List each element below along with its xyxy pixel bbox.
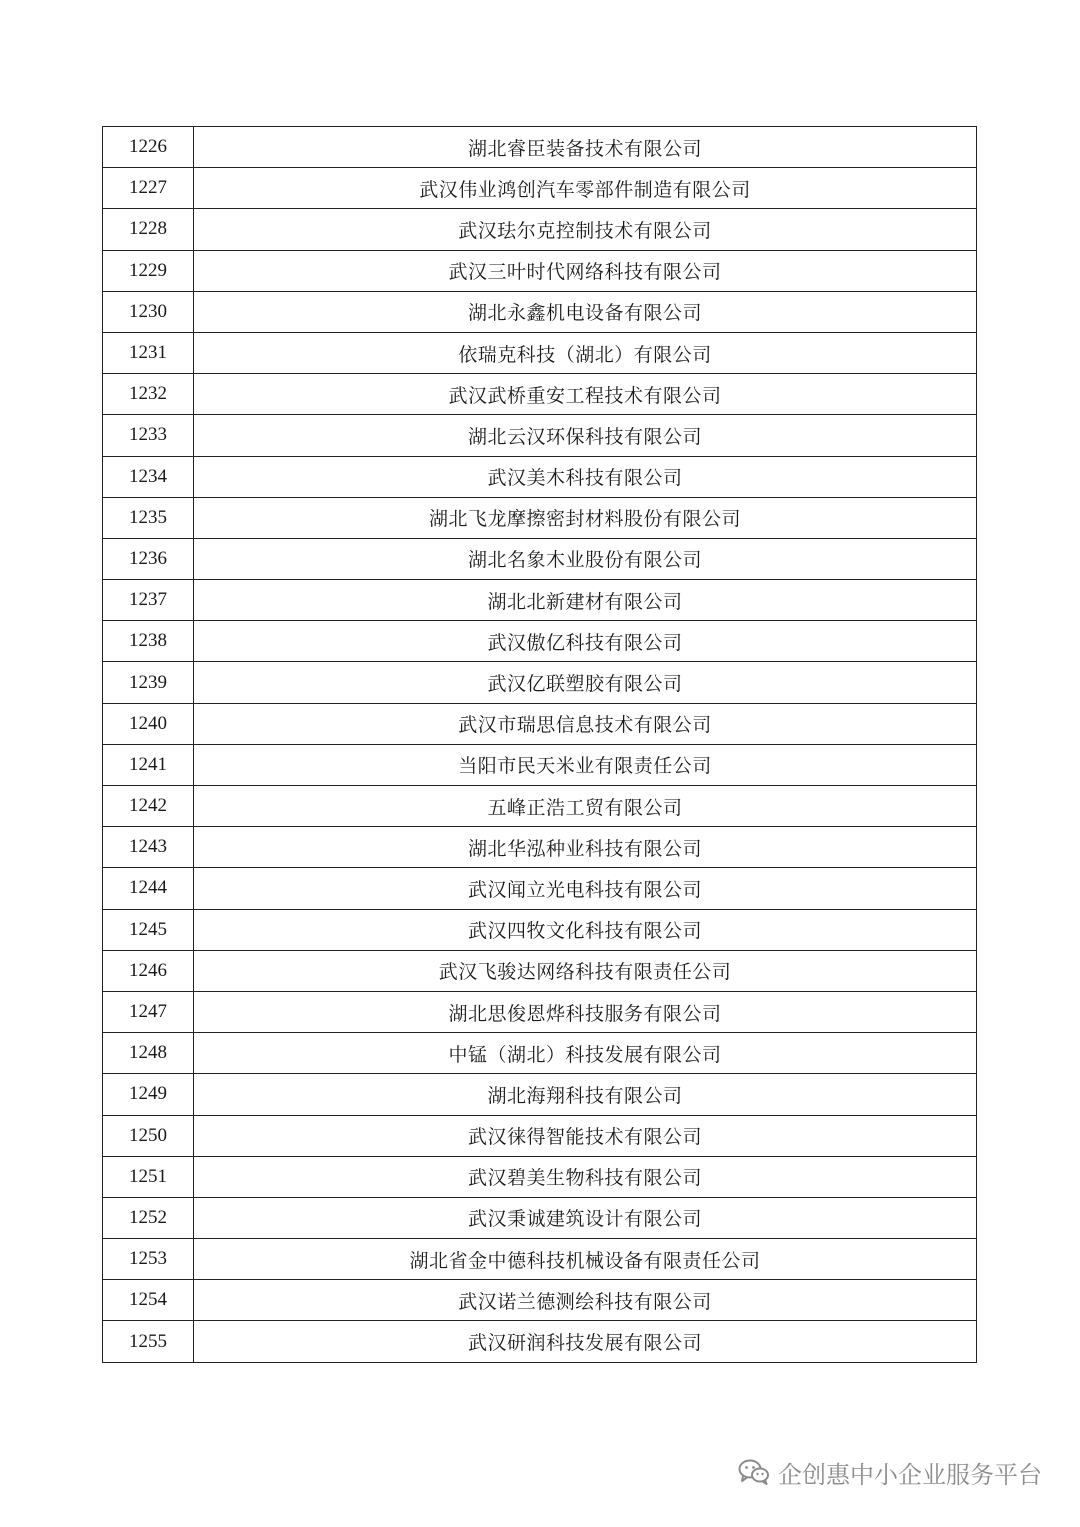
table-row — [103, 1156, 977, 1197]
table-row — [103, 621, 977, 662]
row-number: 1247 — [103, 991, 194, 1032]
company-name: 武汉飞骏达网络科技有限责任公司 — [194, 950, 977, 991]
row-number: 1228 — [103, 209, 194, 250]
company-name: 湖北北新建材有限公司 — [194, 580, 977, 621]
company-name: 武汉研润科技发展有限公司 — [194, 1321, 977, 1362]
table-row — [103, 209, 977, 250]
table-row — [103, 1074, 977, 1115]
table-row — [103, 291, 977, 332]
company-name: 武汉武桥重安工程技术有限公司 — [194, 374, 977, 415]
company-name: 武汉闻立光电科技有限公司 — [194, 868, 977, 909]
table-row — [103, 991, 977, 1032]
table-row — [103, 744, 977, 785]
row-number: 1251 — [103, 1156, 194, 1197]
company-name: 武汉美木科技有限公司 — [194, 456, 977, 497]
row-number: 1237 — [103, 580, 194, 621]
row-number: 1249 — [103, 1074, 194, 1115]
table-row — [103, 168, 977, 209]
row-number: 1235 — [103, 497, 194, 538]
row-number: 1231 — [103, 332, 194, 373]
company-name: 湖北省金中德科技机械设备有限责任公司 — [194, 1239, 977, 1280]
row-number: 1240 — [103, 703, 194, 744]
table-row — [103, 868, 977, 909]
row-number: 1234 — [103, 456, 194, 497]
company-name: 湖北海翔科技有限公司 — [194, 1074, 977, 1115]
row-number: 1238 — [103, 621, 194, 662]
table-row — [103, 703, 977, 744]
company-name: 武汉傲亿科技有限公司 — [194, 621, 977, 662]
company-name: 中锰（湖北）科技发展有限公司 — [194, 1033, 977, 1074]
company-name: 武汉市瑞思信息技术有限公司 — [194, 703, 977, 744]
table-row — [103, 456, 977, 497]
table-row — [103, 538, 977, 579]
company-name: 湖北华泓种业科技有限公司 — [194, 827, 977, 868]
row-number: 1233 — [103, 415, 194, 456]
row-number: 1242 — [103, 786, 194, 827]
row-number: 1250 — [103, 1115, 194, 1156]
row-number: 1255 — [103, 1321, 194, 1362]
company-name: 湖北永鑫机电设备有限公司 — [194, 291, 977, 332]
table-row — [103, 1239, 977, 1280]
table-row — [103, 497, 977, 538]
company-name: 武汉伟业鸿创汽车零部件制造有限公司 — [194, 168, 977, 209]
watermark-text: 企创惠中小企业服务平台 — [778, 1460, 1042, 1489]
company-name: 湖北云汉环保科技有限公司 — [194, 415, 977, 456]
row-number: 1243 — [103, 827, 194, 868]
row-number: 1246 — [103, 950, 194, 991]
company-list-table — [102, 126, 977, 1363]
table-row — [103, 786, 977, 827]
company-name: 武汉徕得智能技术有限公司 — [194, 1115, 977, 1156]
table-row — [103, 1197, 977, 1238]
company-name: 武汉亿联塑胶有限公司 — [194, 662, 977, 703]
table-row — [103, 909, 977, 950]
table-row — [103, 662, 977, 703]
company-name: 当阳市民天米业有限责任公司 — [194, 744, 977, 785]
table-row — [103, 374, 977, 415]
row-number: 1239 — [103, 662, 194, 703]
company-name: 五峰正浩工贸有限公司 — [194, 786, 977, 827]
row-number: 1226 — [103, 127, 194, 168]
table-row — [103, 415, 977, 456]
table-row — [103, 127, 977, 168]
company-name: 武汉三叶时代网络科技有限公司 — [194, 250, 977, 291]
table-row — [103, 1115, 977, 1156]
row-number: 1230 — [103, 291, 194, 332]
company-name: 武汉碧美生物科技有限公司 — [194, 1156, 977, 1197]
table-row — [103, 250, 977, 291]
table-row — [103, 332, 977, 373]
company-name: 武汉秉诚建筑设计有限公司 — [194, 1197, 977, 1238]
table-row — [103, 950, 977, 991]
row-number: 1236 — [103, 538, 194, 579]
row-number: 1252 — [103, 1197, 194, 1238]
company-name: 依瑞克科技（湖北）有限公司 — [194, 332, 977, 373]
row-number: 1248 — [103, 1033, 194, 1074]
table-row — [103, 1280, 977, 1321]
watermark — [738, 1452, 1042, 1492]
row-number: 1253 — [103, 1239, 194, 1280]
table-row — [103, 580, 977, 621]
row-number: 1245 — [103, 909, 194, 950]
table-row — [103, 1033, 977, 1074]
row-number: 1244 — [103, 868, 194, 909]
table-row — [103, 827, 977, 868]
company-name: 湖北睿臣装备技术有限公司 — [194, 127, 977, 168]
table-row — [103, 1321, 977, 1362]
row-number: 1232 — [103, 374, 194, 415]
company-name: 武汉诺兰德测绘科技有限公司 — [194, 1280, 977, 1321]
company-name: 武汉四牧文化科技有限公司 — [194, 909, 977, 950]
row-number: 1227 — [103, 168, 194, 209]
row-number: 1229 — [103, 250, 194, 291]
company-name: 湖北飞龙摩擦密封材料股份有限公司 — [194, 497, 977, 538]
row-number: 1241 — [103, 744, 194, 785]
company-name: 湖北名象木业股份有限公司 — [194, 538, 977, 579]
table-body — [103, 127, 977, 1363]
row-number: 1254 — [103, 1280, 194, 1321]
company-name: 武汉珐尔克控制技术有限公司 — [194, 209, 977, 250]
wechat-icon — [738, 1458, 770, 1486]
company-name: 湖北思俊恩烨科技服务有限公司 — [194, 991, 977, 1032]
